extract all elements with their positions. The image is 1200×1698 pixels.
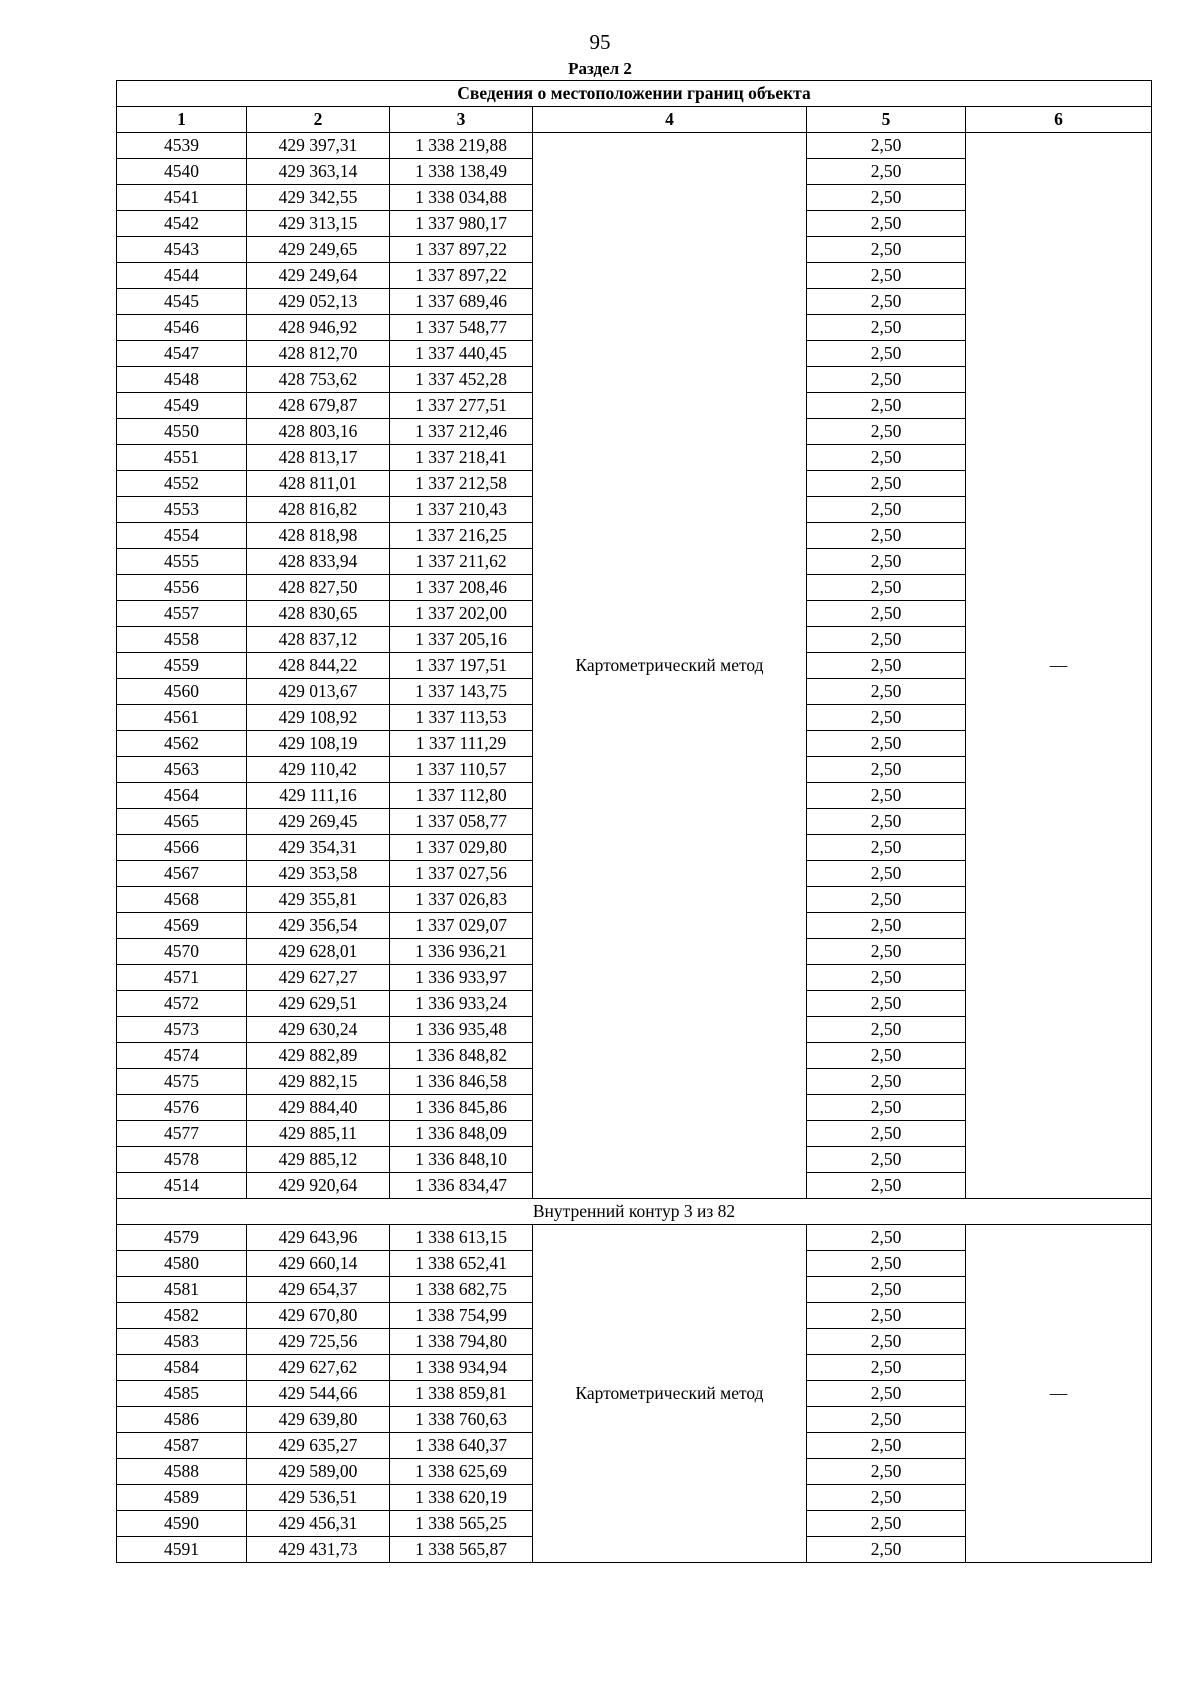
coordinate-y-cell: 1 337 143,75 xyxy=(390,679,533,705)
accuracy-cell: 2,50 xyxy=(807,887,966,913)
coordinate-x-cell: 429 355,81 xyxy=(247,887,390,913)
coordinate-x-cell: 429 643,96 xyxy=(247,1225,390,1251)
point-number-cell: 4569 xyxy=(117,913,247,939)
coordinate-y-cell: 1 338 565,87 xyxy=(390,1537,533,1563)
coordinate-x-cell: 429 363,14 xyxy=(247,159,390,185)
coordinate-x-cell: 429 353,58 xyxy=(247,861,390,887)
coordinate-x-cell: 429 356,54 xyxy=(247,913,390,939)
point-number-cell: 4561 xyxy=(117,705,247,731)
point-number-cell: 4549 xyxy=(117,393,247,419)
table-title-row xyxy=(117,81,1152,107)
coordinate-y-cell: 1 337 216,25 xyxy=(390,523,533,549)
coordinate-y-cell: 1 338 859,81 xyxy=(390,1381,533,1407)
accuracy-cell: 2,50 xyxy=(807,627,966,653)
point-number-cell: 4579 xyxy=(117,1225,247,1251)
accuracy-cell: 2,50 xyxy=(807,211,966,237)
accuracy-cell: 2,50 xyxy=(807,1485,966,1511)
point-number-cell: 4558 xyxy=(117,627,247,653)
accuracy-cell: 2,50 xyxy=(807,835,966,861)
point-number-cell: 4554 xyxy=(117,523,247,549)
accuracy-cell: 2,50 xyxy=(807,1511,966,1537)
point-number-cell: 4539 xyxy=(117,133,247,159)
coordinate-x-cell: 429 536,51 xyxy=(247,1485,390,1511)
accuracy-cell: 2,50 xyxy=(807,575,966,601)
coordinate-x-cell: 429 013,67 xyxy=(247,679,390,705)
coordinate-y-cell: 1 337 113,53 xyxy=(390,705,533,731)
point-number-cell: 4547 xyxy=(117,341,247,367)
coordinate-y-cell: 1 337 205,16 xyxy=(390,627,533,653)
coordinate-y-cell: 1 336 834,47 xyxy=(390,1173,533,1199)
coordinate-x-cell: 429 108,92 xyxy=(247,705,390,731)
coordinates-table xyxy=(116,80,1152,1563)
coordinate-x-cell: 428 812,70 xyxy=(247,341,390,367)
coordinate-x-cell: 429 249,64 xyxy=(247,263,390,289)
point-number-cell: 4552 xyxy=(117,471,247,497)
point-number-cell: 4551 xyxy=(117,445,247,471)
point-number-cell: 4548 xyxy=(117,367,247,393)
coordinate-y-cell: 1 336 936,21 xyxy=(390,939,533,965)
coordinate-x-cell: 429 882,89 xyxy=(247,1043,390,1069)
accuracy-cell: 2,50 xyxy=(807,263,966,289)
accuracy-cell: 2,50 xyxy=(807,991,966,1017)
coordinate-y-cell: 1 336 848,09 xyxy=(390,1121,533,1147)
point-number-cell: 4563 xyxy=(117,757,247,783)
accuracy-cell: 2,50 xyxy=(807,1407,966,1433)
coordinate-x-cell: 429 397,31 xyxy=(247,133,390,159)
point-number-cell: 4545 xyxy=(117,289,247,315)
coordinate-y-cell: 1 338 794,80 xyxy=(390,1329,533,1355)
coordinate-x-cell: 429 884,40 xyxy=(247,1095,390,1121)
coordinate-x-cell: 429 627,27 xyxy=(247,965,390,991)
accuracy-cell: 2,50 xyxy=(807,601,966,627)
coordinate-y-cell: 1 337 211,62 xyxy=(390,549,533,575)
accuracy-cell: 2,50 xyxy=(807,185,966,211)
coordinate-x-cell: 428 813,17 xyxy=(247,445,390,471)
coordinate-x-cell: 429 660,14 xyxy=(247,1251,390,1277)
point-number-cell: 4591 xyxy=(117,1537,247,1563)
description-cell: — xyxy=(966,133,1152,1199)
coordinate-y-cell: 1 338 754,99 xyxy=(390,1303,533,1329)
accuracy-cell: 2,50 xyxy=(807,1095,966,1121)
accuracy-cell: 2,50 xyxy=(807,705,966,731)
coordinate-x-cell: 428 816,82 xyxy=(247,497,390,523)
coordinate-x-cell: 428 803,16 xyxy=(247,419,390,445)
point-number-cell: 4576 xyxy=(117,1095,247,1121)
point-number-cell: 4573 xyxy=(117,1017,247,1043)
coordinate-x-cell: 429 544,66 xyxy=(247,1381,390,1407)
coordinate-y-cell: 1 338 760,63 xyxy=(390,1407,533,1433)
accuracy-cell: 2,50 xyxy=(807,445,966,471)
coordinate-y-cell: 1 338 620,19 xyxy=(390,1485,533,1511)
coordinate-y-cell: 1 338 652,41 xyxy=(390,1251,533,1277)
coordinate-x-cell: 428 833,94 xyxy=(247,549,390,575)
coordinate-y-cell: 1 337 058,77 xyxy=(390,809,533,835)
coordinate-x-cell: 429 882,15 xyxy=(247,1069,390,1095)
point-number-cell: 4572 xyxy=(117,991,247,1017)
point-number-cell: 4567 xyxy=(117,861,247,887)
accuracy-cell: 2,50 xyxy=(807,1225,966,1251)
coordinate-y-cell: 1 337 208,46 xyxy=(390,575,533,601)
accuracy-cell: 2,50 xyxy=(807,133,966,159)
accuracy-cell: 2,50 xyxy=(807,757,966,783)
accuracy-cell: 2,50 xyxy=(807,1147,966,1173)
accuracy-cell: 2,50 xyxy=(807,783,966,809)
point-number-cell: 4555 xyxy=(117,549,247,575)
coordinate-x-cell: 429 342,55 xyxy=(247,185,390,211)
coordinate-y-cell: 1 337 111,29 xyxy=(390,731,533,757)
coordinate-x-cell: 429 111,16 xyxy=(247,783,390,809)
accuracy-cell: 2,50 xyxy=(807,159,966,185)
accuracy-cell: 2,50 xyxy=(807,731,966,757)
point-number-cell: 4562 xyxy=(117,731,247,757)
point-number-cell: 4559 xyxy=(117,653,247,679)
point-number-cell: 4571 xyxy=(117,965,247,991)
point-number-cell: 4568 xyxy=(117,887,247,913)
coordinate-y-cell: 1 337 689,46 xyxy=(390,289,533,315)
coordinate-y-cell: 1 337 202,00 xyxy=(390,601,533,627)
column-header-2: 2 xyxy=(247,107,390,133)
page-number: 95 xyxy=(589,30,611,54)
accuracy-cell: 2,50 xyxy=(807,497,966,523)
coordinate-y-cell: 1 338 625,69 xyxy=(390,1459,533,1485)
point-number-cell: 4560 xyxy=(117,679,247,705)
coordinate-y-cell: 1 338 934,94 xyxy=(390,1355,533,1381)
point-number-cell: 4564 xyxy=(117,783,247,809)
column-header-5: 5 xyxy=(807,107,966,133)
point-number-cell: 4556 xyxy=(117,575,247,601)
point-number-cell: 4587 xyxy=(117,1433,247,1459)
coordinate-y-cell: 1 338 682,75 xyxy=(390,1277,533,1303)
column-header-row xyxy=(117,107,1152,133)
contour-label: Внутренний контур 3 из 82 xyxy=(117,1199,1152,1225)
coordinate-x-cell: 428 753,62 xyxy=(247,367,390,393)
coordinate-y-cell: 1 338 640,37 xyxy=(390,1433,533,1459)
point-number-cell: 4590 xyxy=(117,1511,247,1537)
method-cell: Картометрический метод xyxy=(533,1225,807,1563)
coordinate-y-cell: 1 336 848,10 xyxy=(390,1147,533,1173)
coordinate-y-cell: 1 337 026,83 xyxy=(390,887,533,913)
coordinate-y-cell: 1 338 138,49 xyxy=(390,159,533,185)
coordinate-x-cell: 429 885,11 xyxy=(247,1121,390,1147)
coordinate-x-cell: 429 269,45 xyxy=(247,809,390,835)
accuracy-cell: 2,50 xyxy=(807,1043,966,1069)
coordinate-x-cell: 428 818,98 xyxy=(247,523,390,549)
point-number-cell: 4584 xyxy=(117,1355,247,1381)
point-number-cell: 4553 xyxy=(117,497,247,523)
accuracy-cell: 2,50 xyxy=(807,1329,966,1355)
coordinate-x-cell: 428 946,92 xyxy=(247,315,390,341)
coordinate-x-cell: 428 679,87 xyxy=(247,393,390,419)
coordinate-y-cell: 1 338 613,15 xyxy=(390,1225,533,1251)
accuracy-cell: 2,50 xyxy=(807,939,966,965)
point-number-cell: 4565 xyxy=(117,809,247,835)
point-number-cell: 4575 xyxy=(117,1069,247,1095)
coordinate-y-cell: 1 336 845,86 xyxy=(390,1095,533,1121)
coordinate-x-cell: 429 629,51 xyxy=(247,991,390,1017)
point-number-cell: 4582 xyxy=(117,1303,247,1329)
point-number-cell: 4580 xyxy=(117,1251,247,1277)
column-header-3: 3 xyxy=(390,107,533,133)
accuracy-cell: 2,50 xyxy=(807,1251,966,1277)
point-number-cell: 4540 xyxy=(117,159,247,185)
coordinate-x-cell: 429 630,24 xyxy=(247,1017,390,1043)
coordinate-x-cell: 429 725,56 xyxy=(247,1329,390,1355)
accuracy-cell: 2,50 xyxy=(807,1433,966,1459)
accuracy-cell: 2,50 xyxy=(807,1459,966,1485)
accuracy-cell: 2,50 xyxy=(807,237,966,263)
coordinate-x-cell: 429 589,00 xyxy=(247,1459,390,1485)
accuracy-cell: 2,50 xyxy=(807,549,966,575)
point-number-cell: 4550 xyxy=(117,419,247,445)
point-number-cell: 4589 xyxy=(117,1485,247,1511)
coordinate-y-cell: 1 336 846,58 xyxy=(390,1069,533,1095)
coordinate-x-cell: 429 670,80 xyxy=(247,1303,390,1329)
accuracy-cell: 2,50 xyxy=(807,965,966,991)
point-number-cell: 4586 xyxy=(117,1407,247,1433)
coordinate-x-cell: 429 885,12 xyxy=(247,1147,390,1173)
coordinate-y-cell: 1 337 197,51 xyxy=(390,653,533,679)
coordinate-x-cell: 429 628,01 xyxy=(247,939,390,965)
accuracy-cell: 2,50 xyxy=(807,1069,966,1095)
coordinate-y-cell: 1 337 110,57 xyxy=(390,757,533,783)
coordinate-y-cell: 1 336 933,24 xyxy=(390,991,533,1017)
coordinate-x-cell: 428 827,50 xyxy=(247,575,390,601)
coordinate-y-cell: 1 337 218,41 xyxy=(390,445,533,471)
point-number-cell: 4570 xyxy=(117,939,247,965)
coordinate-y-cell: 1 338 034,88 xyxy=(390,185,533,211)
coordinate-x-cell: 429 627,62 xyxy=(247,1355,390,1381)
coordinate-x-cell: 428 837,12 xyxy=(247,627,390,653)
coordinate-x-cell: 428 811,01 xyxy=(247,471,390,497)
coordinate-y-cell: 1 337 452,28 xyxy=(390,367,533,393)
accuracy-cell: 2,50 xyxy=(807,393,966,419)
point-number-cell: 4581 xyxy=(117,1277,247,1303)
coordinate-x-cell: 429 313,15 xyxy=(247,211,390,237)
point-number-cell: 4578 xyxy=(117,1147,247,1173)
coordinate-y-cell: 1 336 933,97 xyxy=(390,965,533,991)
coordinate-x-cell: 429 110,42 xyxy=(247,757,390,783)
point-number-cell: 4566 xyxy=(117,835,247,861)
coordinate-y-cell: 1 337 212,58 xyxy=(390,471,533,497)
column-header-6: 6 xyxy=(966,107,1152,133)
point-number-cell: 4583 xyxy=(117,1329,247,1355)
coordinate-y-cell: 1 338 565,25 xyxy=(390,1511,533,1537)
coordinate-y-cell: 1 338 219,88 xyxy=(390,133,533,159)
accuracy-cell: 2,50 xyxy=(807,289,966,315)
coordinate-x-cell: 429 108,19 xyxy=(247,731,390,757)
accuracy-cell: 2,50 xyxy=(807,1381,966,1407)
accuracy-cell: 2,50 xyxy=(807,341,966,367)
point-number-cell: 4577 xyxy=(117,1121,247,1147)
coordinate-y-cell: 1 337 277,51 xyxy=(390,393,533,419)
coordinate-x-cell: 429 635,27 xyxy=(247,1433,390,1459)
coordinate-y-cell: 1 337 440,45 xyxy=(390,341,533,367)
accuracy-cell: 2,50 xyxy=(807,861,966,887)
accuracy-cell: 2,50 xyxy=(807,1173,966,1199)
accuracy-cell: 2,50 xyxy=(807,653,966,679)
coordinate-y-cell: 1 337 027,56 xyxy=(390,861,533,887)
coordinate-x-cell: 429 920,64 xyxy=(247,1173,390,1199)
coordinate-y-cell: 1 337 210,43 xyxy=(390,497,533,523)
coordinate-y-cell: 1 337 980,17 xyxy=(390,211,533,237)
accuracy-cell: 2,50 xyxy=(807,1017,966,1043)
coordinate-x-cell: 429 639,80 xyxy=(247,1407,390,1433)
coordinate-y-cell: 1 337 212,46 xyxy=(390,419,533,445)
point-number-cell: 4541 xyxy=(117,185,247,211)
coordinate-y-cell: 1 336 935,48 xyxy=(390,1017,533,1043)
accuracy-cell: 2,50 xyxy=(807,523,966,549)
point-number-cell: 4514 xyxy=(117,1173,247,1199)
point-number-cell: 4542 xyxy=(117,211,247,237)
section-title: Раздел 2 xyxy=(568,59,632,78)
coordinate-x-cell: 428 844,22 xyxy=(247,653,390,679)
coordinate-x-cell: 429 456,31 xyxy=(247,1511,390,1537)
coordinate-y-cell: 1 337 112,80 xyxy=(390,783,533,809)
column-header-1: 1 xyxy=(117,107,247,133)
accuracy-cell: 2,50 xyxy=(807,913,966,939)
point-number-cell: 4543 xyxy=(117,237,247,263)
method-cell: Картометрический метод xyxy=(533,133,807,1199)
table-body xyxy=(117,133,1152,1563)
accuracy-cell: 2,50 xyxy=(807,679,966,705)
coordinate-x-cell: 429 249,65 xyxy=(247,237,390,263)
point-number-cell: 4546 xyxy=(117,315,247,341)
point-number-cell: 4588 xyxy=(117,1459,247,1485)
coordinate-y-cell: 1 336 848,82 xyxy=(390,1043,533,1069)
coordinate-x-cell: 429 654,37 xyxy=(247,1277,390,1303)
coordinate-y-cell: 1 337 029,80 xyxy=(390,835,533,861)
table-row xyxy=(117,133,1152,159)
coordinate-y-cell: 1 337 029,07 xyxy=(390,913,533,939)
description-cell: — xyxy=(966,1225,1152,1563)
column-header-4: 4 xyxy=(533,107,807,133)
accuracy-cell: 2,50 xyxy=(807,315,966,341)
coordinate-x-cell: 429 354,31 xyxy=(247,835,390,861)
contour-label-row xyxy=(117,1199,1152,1225)
point-number-cell: 4544 xyxy=(117,263,247,289)
accuracy-cell: 2,50 xyxy=(807,1303,966,1329)
accuracy-cell: 2,50 xyxy=(807,419,966,445)
point-number-cell: 4574 xyxy=(117,1043,247,1069)
coordinate-y-cell: 1 337 897,22 xyxy=(390,237,533,263)
point-number-cell: 4557 xyxy=(117,601,247,627)
coordinate-x-cell: 428 830,65 xyxy=(247,601,390,627)
table-row xyxy=(117,1225,1152,1251)
coordinate-y-cell: 1 337 897,22 xyxy=(390,263,533,289)
accuracy-cell: 2,50 xyxy=(807,1277,966,1303)
accuracy-cell: 2,50 xyxy=(807,1537,966,1563)
table-title: Сведения о местоположении границ объекта xyxy=(117,81,1152,107)
point-number-cell: 4585 xyxy=(117,1381,247,1407)
accuracy-cell: 2,50 xyxy=(807,1121,966,1147)
accuracy-cell: 2,50 xyxy=(807,809,966,835)
accuracy-cell: 2,50 xyxy=(807,1355,966,1381)
coordinate-x-cell: 429 431,73 xyxy=(247,1537,390,1563)
coordinate-x-cell: 429 052,13 xyxy=(247,289,390,315)
accuracy-cell: 2,50 xyxy=(807,471,966,497)
coordinate-y-cell: 1 337 548,77 xyxy=(390,315,533,341)
accuracy-cell: 2,50 xyxy=(807,367,966,393)
